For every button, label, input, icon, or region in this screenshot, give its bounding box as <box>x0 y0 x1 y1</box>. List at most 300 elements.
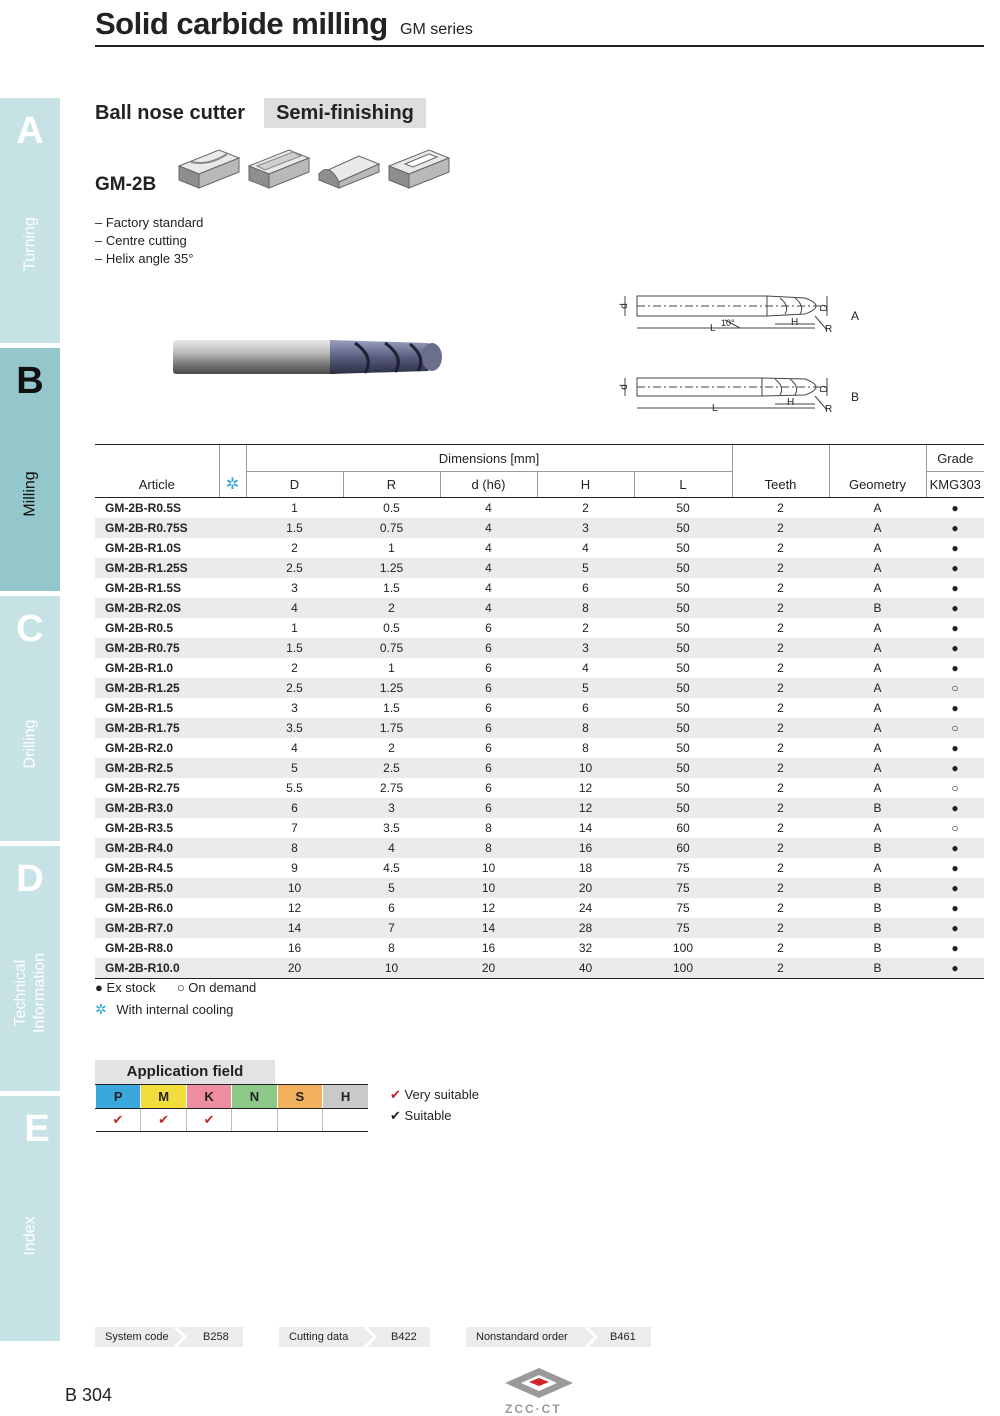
article-cell: GM-2B-R8.0 <box>105 941 174 955</box>
very-suitable-check-icon: ✔ <box>390 1087 401 1102</box>
grade-availability-cell: ● <box>926 638 984 658</box>
grade-availability-cell: ○ <box>951 781 959 795</box>
cooling-icon: ✲ <box>225 476 240 493</box>
cooling-cell <box>219 558 246 578</box>
tab-letter: B <box>16 360 44 402</box>
H-cell: 10 <box>537 758 634 778</box>
cooling-cell <box>219 698 246 718</box>
D-cell: 4 <box>246 598 343 618</box>
R-cell: 1.25 <box>343 558 440 578</box>
cutter-type-heading: Ball nose cutter <box>95 102 246 124</box>
ref-code: B461 <box>610 1331 636 1343</box>
geometry-cell: A <box>829 518 926 538</box>
R-cell: 0.5 <box>383 501 400 515</box>
grade-availability-cell: ● <box>926 518 984 538</box>
geometry-cell: B <box>829 838 926 858</box>
side-tab-technical-information[interactable] <box>0 846 60 1091</box>
table-row <box>95 938 984 958</box>
grade-availability-cell: ● <box>926 838 984 858</box>
L-cell: 50 <box>634 638 732 658</box>
article-cell: GM-2B-R0.5 <box>105 621 174 635</box>
grade-availability-cell: ○ <box>951 821 959 835</box>
table-row <box>95 658 984 678</box>
table-row <box>95 958 984 979</box>
teeth-cell: 2 <box>732 958 829 979</box>
page-title: Solid carbide milling <box>95 6 388 41</box>
suitable-text: Suitable <box>404 1108 452 1123</box>
D-cell: 1.5 <box>246 638 343 658</box>
suitability-mark <box>323 1109 368 1132</box>
R-cell: 1.5 <box>383 581 400 595</box>
geometry-cell: B <box>829 958 926 979</box>
teeth-cell: 2 <box>777 781 784 795</box>
D-cell: 3 <box>291 581 298 595</box>
dim-d-label-b: d <box>619 384 630 390</box>
L-cell: 50 <box>676 621 690 635</box>
L-cell: 50 <box>634 678 732 698</box>
teeth-cell: 2 <box>732 518 829 538</box>
application-field-table <box>95 1084 368 1132</box>
teeth-cell: 2 <box>777 901 784 915</box>
table-row <box>95 538 984 558</box>
L-cell: 50 <box>676 701 690 715</box>
ref-label: Nonstandard order <box>476 1331 568 1343</box>
tab-letter: A <box>16 110 44 152</box>
H-cell: 12 <box>537 798 634 818</box>
ref-cutting-data[interactable] <box>279 1327 430 1347</box>
geometry-cell: A <box>873 781 882 795</box>
drawing-variant-b <box>625 378 827 410</box>
cooling-cell <box>219 678 246 698</box>
H-cell: 8 <box>582 741 589 755</box>
R-cell: 6 <box>388 901 395 915</box>
R-cell: 1 <box>388 541 395 555</box>
article-cell: GM-2B-R1.5S <box>105 581 182 595</box>
H-cell: 2 <box>582 621 589 635</box>
grade-availability-cell: ● <box>951 741 959 755</box>
article-cell: GM-2B-R1.25S <box>95 558 219 578</box>
d-cell: 8 <box>485 821 492 835</box>
R-cell: 10 <box>343 958 440 979</box>
cooling-cell <box>219 718 246 738</box>
geometry-cell: A <box>829 758 926 778</box>
article-cell: GM-2B-R4.5 <box>105 861 174 875</box>
table-row <box>95 638 984 658</box>
geometry-cell: A <box>873 621 882 635</box>
R-cell: 4 <box>343 838 440 858</box>
geometry-cell: A <box>829 638 926 658</box>
material-group-n: N <box>232 1085 277 1109</box>
L-cell: 50 <box>676 741 690 755</box>
d-cell: 20 <box>440 958 537 979</box>
geometry-cell: A <box>829 678 926 698</box>
D-cell: 4 <box>291 741 298 755</box>
grade-availability-cell: ● <box>926 878 984 898</box>
table-row <box>95 918 984 938</box>
d-cell: 4 <box>485 581 492 595</box>
d-cell: 16 <box>481 941 496 955</box>
material-group-p: P <box>96 1085 141 1109</box>
D-cell: 1.5 <box>246 518 343 538</box>
grade-availability-cell: ● <box>926 558 984 578</box>
tab-label: Turning <box>21 217 39 271</box>
D-cell: 8 <box>246 838 343 858</box>
d-cell: 14 <box>440 918 537 938</box>
L-cell: 50 <box>676 781 690 795</box>
cooling-cell <box>219 798 246 818</box>
dim-L-label-a: L <box>710 323 716 334</box>
grade-availability-cell: ● <box>951 661 959 675</box>
R-cell: 2 <box>388 741 395 755</box>
material-group-m: M <box>141 1085 186 1109</box>
table-row <box>95 498 984 519</box>
R-cell: 8 <box>388 941 395 955</box>
feature-item: – Centre cutting <box>95 233 187 248</box>
article-cell: GM-2B-R4.0 <box>95 838 219 858</box>
grade-availability-cell: ● <box>951 701 959 715</box>
R-cell: 1.75 <box>343 718 440 738</box>
suitability-mark: ✔ <box>186 1109 231 1132</box>
D-cell: 10 <box>246 878 343 898</box>
grade-availability-cell: ● <box>951 941 959 955</box>
cooling-cell <box>219 878 246 898</box>
article-cell: GM-2B-R0.75S <box>95 518 219 538</box>
col-header-dimensions: Dimensions [mm] <box>246 445 732 472</box>
R-cell: 0.75 <box>343 518 440 538</box>
ref-label: Cutting data <box>289 1331 349 1343</box>
geometry-cell: A <box>873 501 882 515</box>
D-cell: 2.5 <box>246 558 343 578</box>
H-cell: 4 <box>582 541 589 555</box>
grade-availability-cell: ● <box>926 758 984 778</box>
H-cell: 6 <box>582 701 589 715</box>
L-cell: 50 <box>676 541 690 555</box>
dim-R-label-b: R <box>825 404 833 415</box>
col-header-cooling <box>219 445 246 498</box>
tab-label: Index <box>21 1216 39 1256</box>
geometry-cell: A <box>829 718 926 738</box>
slot-profile-icon <box>179 150 239 188</box>
feature-item: – Helix angle 35° <box>95 251 194 266</box>
grade-availability-cell: ● <box>926 918 984 938</box>
table-row <box>95 678 984 698</box>
R-cell: 3 <box>343 798 440 818</box>
geometry-cell: A <box>873 821 882 835</box>
grade-availability-cell: ● <box>951 861 959 875</box>
R-cell: 0.75 <box>343 638 440 658</box>
cooling-cell <box>219 598 246 618</box>
company-logo-icon <box>503 1366 575 1402</box>
teeth-cell: 2 <box>777 701 784 715</box>
cooling-cell <box>219 958 246 979</box>
very-suitable-legend <box>390 1087 479 1103</box>
article-cell: GM-2B-R2.5 <box>95 758 219 778</box>
d-cell: 6 <box>485 781 492 795</box>
geometry-cell: A <box>873 741 882 755</box>
teeth-cell: 2 <box>732 918 829 938</box>
col-header-teeth: Teeth <box>732 445 829 498</box>
teeth-cell: 2 <box>777 741 784 755</box>
col-header-H: H <box>537 472 634 498</box>
H-cell: 3 <box>537 638 634 658</box>
ref-code: B258 <box>203 1331 229 1343</box>
table-row <box>95 558 984 578</box>
col-header-D: D <box>246 472 343 498</box>
geometry-cell: A <box>873 541 882 555</box>
H-cell: 2 <box>582 501 589 515</box>
article-cell: GM-2B-R1.25 <box>95 678 219 698</box>
grade-availability-cell: ● <box>926 958 984 979</box>
application-field-title: Application field <box>95 1060 275 1084</box>
H-cell: 4 <box>582 661 589 675</box>
tab-letter: E <box>24 1108 50 1150</box>
pocket-icon <box>389 150 449 188</box>
table-row <box>95 858 984 878</box>
H-cell: 6 <box>582 581 589 595</box>
H-cell: 16 <box>537 838 634 858</box>
D-cell: 9 <box>291 861 298 875</box>
teeth-cell: 2 <box>732 758 829 778</box>
d-cell: 4 <box>440 558 537 578</box>
d-cell: 6 <box>440 678 537 698</box>
R-cell: 7 <box>343 918 440 938</box>
H-cell: 40 <box>537 958 634 979</box>
page-number: B 304 <box>65 1385 113 1405</box>
suitability-mark <box>232 1109 277 1132</box>
fillet-profile-icon <box>319 156 379 188</box>
D-cell: 6 <box>246 798 343 818</box>
grade-availability-cell: ● <box>926 598 984 618</box>
grade-availability-cell: ● <box>951 621 959 635</box>
suitability-mark: ✔ <box>141 1109 186 1132</box>
D-cell: 16 <box>287 941 302 955</box>
geometry-cell: A <box>873 861 882 875</box>
cooling-legend <box>95 1001 233 1018</box>
variant-b-label: B <box>851 390 860 404</box>
grade-availability-cell: ○ <box>926 678 984 698</box>
geometry-cell: B <box>829 798 926 818</box>
geometry-cell: B <box>873 941 882 955</box>
end-mill-photo <box>170 335 450 380</box>
cooling-cell <box>219 938 246 958</box>
feature-list <box>95 214 203 268</box>
L-cell: 50 <box>634 518 732 538</box>
article-cell: GM-2B-R1.0 <box>105 661 174 675</box>
geometry-cell: B <box>829 918 926 938</box>
suitable-legend <box>390 1108 452 1124</box>
teeth-cell: 2 <box>732 558 829 578</box>
title-divider <box>95 45 984 47</box>
grade-availability-cell: ● <box>951 581 959 595</box>
L-cell: 75 <box>634 878 732 898</box>
R-cell: 2.5 <box>343 758 440 778</box>
article-cell: GM-2B-R2.0S <box>95 598 219 618</box>
H-cell: 8 <box>537 598 634 618</box>
L-cell: 50 <box>676 581 690 595</box>
dim-H-label-a: H <box>791 317 799 328</box>
side-tab-drilling[interactable] <box>0 596 60 841</box>
teeth-cell: 2 <box>732 678 829 698</box>
R-cell: 5 <box>343 878 440 898</box>
suitability-mark <box>277 1109 322 1132</box>
table-row <box>95 798 984 818</box>
variant-a-label: A <box>851 309 860 323</box>
ref-label: System code <box>105 1331 169 1343</box>
article-cell: GM-2B-R7.0 <box>95 918 219 938</box>
cooling-cell <box>219 758 246 778</box>
material-group-h: H <box>323 1085 368 1109</box>
article-table-body <box>95 498 984 979</box>
col-header-R: R <box>343 472 440 498</box>
L-cell: 50 <box>634 758 732 778</box>
teeth-cell: 2 <box>777 621 784 635</box>
d-cell: 4 <box>440 518 537 538</box>
teeth-cell: 2 <box>732 838 829 858</box>
tab-label: Milling <box>21 471 39 517</box>
cooling-cell <box>219 658 246 678</box>
table-row <box>95 738 984 758</box>
teeth-cell: 2 <box>732 638 829 658</box>
L-cell: 75 <box>676 901 690 915</box>
H-cell: 5 <box>537 678 634 698</box>
cooling-cell <box>219 898 246 918</box>
d-cell: 10 <box>440 878 537 898</box>
d-cell: 6 <box>485 741 492 755</box>
article-cell: GM-2B-R0.5S <box>105 501 182 515</box>
cooling-icon: ✲ <box>95 1001 107 1017</box>
article-cell: GM-2B-R6.0 <box>105 901 174 915</box>
chevron-right-icon <box>363 1327 377 1347</box>
L-cell: 50 <box>676 501 690 515</box>
D-cell: 7 <box>291 821 298 835</box>
teeth-cell: 2 <box>732 798 829 818</box>
cooling-cell <box>219 918 246 938</box>
cooling-cell <box>219 578 246 598</box>
teeth-cell: 2 <box>777 581 784 595</box>
H-cell: 28 <box>537 918 634 938</box>
D-cell: 14 <box>246 918 343 938</box>
D-cell: 5 <box>246 758 343 778</box>
geometry-cell: A <box>873 701 882 715</box>
D-cell: 1 <box>291 501 298 515</box>
geometry-cell: A <box>829 558 926 578</box>
feature-item: – Factory standard <box>95 215 204 230</box>
tab-label: Drilling <box>21 719 39 769</box>
article-cell: GM-2B-R3.0 <box>95 798 219 818</box>
article-cell: GM-2B-R2.75 <box>105 781 180 795</box>
d-cell: 12 <box>481 901 496 915</box>
model-name: GM-2B <box>95 174 157 195</box>
table-row <box>95 778 984 798</box>
d-cell: 6 <box>440 638 537 658</box>
ref-nonstandard-order[interactable] <box>466 1327 651 1347</box>
grade-availability-cell: ● <box>951 501 959 515</box>
suitability-mark: ✔ <box>96 1109 141 1132</box>
d-cell: 8 <box>440 838 537 858</box>
d-cell: 6 <box>440 798 537 818</box>
grade-availability-cell: ● <box>951 541 959 555</box>
H-cell: 20 <box>537 878 634 898</box>
L-cell: 75 <box>676 861 690 875</box>
machining-shapes-icons <box>175 144 450 192</box>
article-cell: GM-2B-R2.0 <box>105 741 174 755</box>
grade-availability-cell: ● <box>926 798 984 818</box>
d-cell: 6 <box>485 661 492 675</box>
d-cell: 10 <box>481 861 496 875</box>
dim-d-label-a: d <box>619 303 630 309</box>
tab-letter: D <box>16 858 44 900</box>
chevron-right-icon <box>584 1327 598 1347</box>
very-suitable-text: Very suitable <box>404 1087 479 1102</box>
D-cell: 2 <box>291 661 298 675</box>
side-tab-turning[interactable] <box>0 98 60 343</box>
teeth-cell: 2 <box>777 861 784 875</box>
d-cell: 4 <box>485 501 492 515</box>
tab-label: Technical Information <box>12 952 48 1034</box>
article-cell: GM-2B-R1.75 <box>95 718 219 738</box>
col-header-L: L <box>634 472 732 498</box>
company-logo-text: ZCC·CT <box>505 1402 562 1416</box>
cooling-cell <box>219 538 246 558</box>
D-cell: 12 <box>287 901 302 915</box>
H-cell: 24 <box>578 901 593 915</box>
teeth-cell: 2 <box>732 718 829 738</box>
article-cell: GM-2B-R0.75 <box>95 638 219 658</box>
dim-D-label-a: D <box>819 304 830 312</box>
L-cell: 50 <box>634 558 732 578</box>
cooling-cell <box>219 738 246 758</box>
article-cell: GM-2B-R1.0S <box>105 541 182 555</box>
cooling-cell <box>219 778 246 798</box>
geometry-cell: B <box>873 901 882 915</box>
H-cell: 8 <box>537 718 634 738</box>
side-tab-index[interactable] <box>0 1096 60 1341</box>
grade-availability-cell: ○ <box>926 718 984 738</box>
side-tab-milling[interactable] <box>0 348 60 591</box>
D-cell: 20 <box>246 958 343 979</box>
dim-angle-label: 10° <box>721 318 735 328</box>
ref-system-code[interactable] <box>95 1327 243 1347</box>
D-cell: 2 <box>291 541 298 555</box>
article-cell: GM-2B-R5.0 <box>95 878 219 898</box>
d-cell: 6 <box>485 621 492 635</box>
teeth-cell: 2 <box>777 541 784 555</box>
table-row <box>95 718 984 738</box>
cooling-cell <box>219 498 246 519</box>
d-cell: 6 <box>440 758 537 778</box>
L-cell: 50 <box>676 661 690 675</box>
L-cell: 60 <box>676 821 690 835</box>
R-cell: 2 <box>343 598 440 618</box>
geometry-cell: B <box>829 598 926 618</box>
teeth-cell: 2 <box>777 941 784 955</box>
L-cell: 60 <box>634 838 732 858</box>
tab-letter: C <box>16 608 44 650</box>
material-group-k: K <box>186 1085 231 1109</box>
R-cell: 1 <box>388 661 395 675</box>
H-cell: 12 <box>578 781 593 795</box>
H-cell: 18 <box>578 861 593 875</box>
L-cell: 50 <box>634 598 732 618</box>
article-cell: GM-2B-R3.5 <box>105 821 174 835</box>
teeth-cell: 2 <box>777 821 784 835</box>
d-cell: 6 <box>485 701 492 715</box>
article-table <box>95 444 984 979</box>
chevron-right-icon <box>173 1327 187 1347</box>
table-row <box>95 598 984 618</box>
col-header-article: Article <box>95 445 219 498</box>
article-cell: GM-2B-R1.5 <box>105 701 174 715</box>
